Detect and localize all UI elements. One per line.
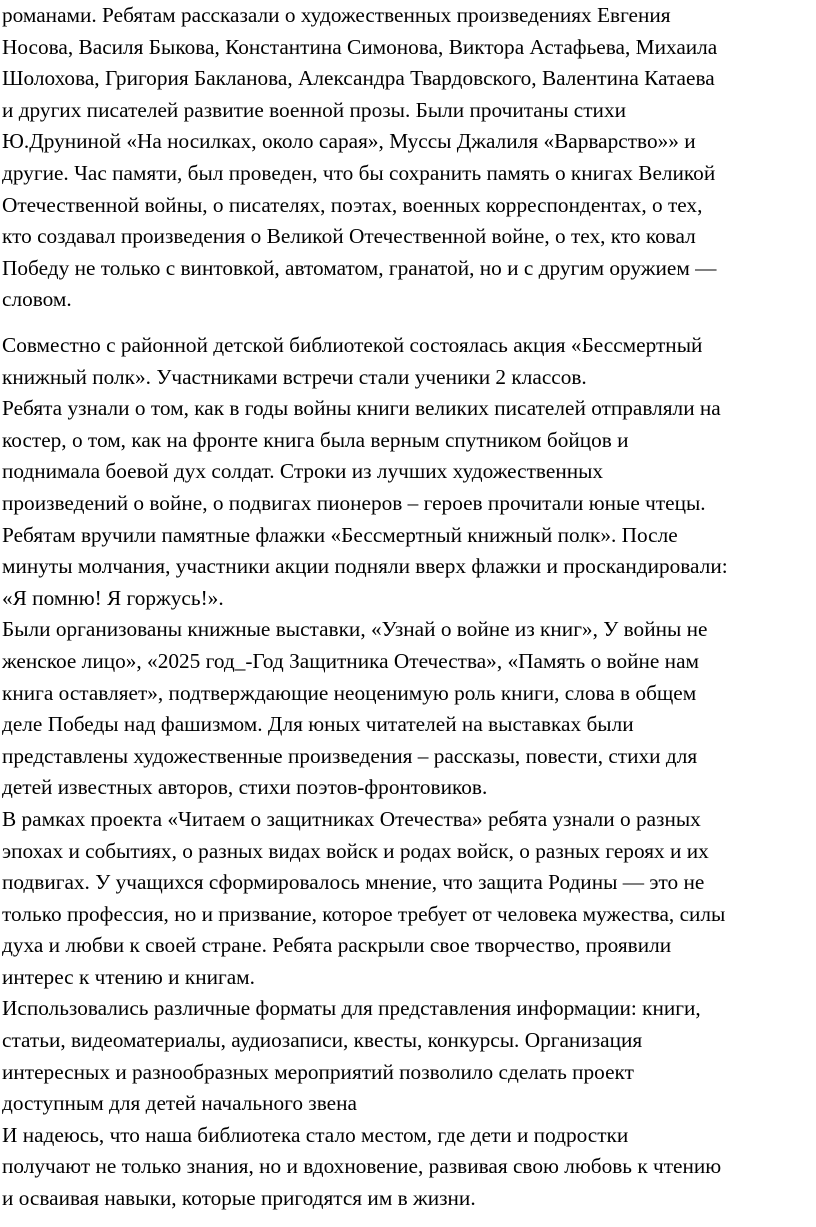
text-line: получают не только знания, но и вдохновение, развивая свою любовь к чтению [2,1154,722,1179]
text-line: книжный полк». Участниками встречи стали ученики 2 классов. [2,364,587,389]
text-line: В рамках проекта «Читаем о защитниках Отечества» ребята узнали о разных [2,806,701,831]
text-line: Использовались различные форматы для представления информации: книги, [2,996,701,1021]
text-line: духа и любви к своей стране. Ребята раскрыли свое творчество, проявили [2,933,672,958]
text-line: минуты молчания, участники акции подняли вверх флажки и проскандировали: [2,554,728,579]
text-line: кто создавал произведения о Великой Отечественной войне, о тех, кто ковал [2,224,696,249]
text-line: детей известных авторов, стихи поэтов-фронтовиков. [2,775,488,800]
text-line: И надеюсь, что наша библиотека стало местом, где дети и подростки [2,1122,629,1147]
text-line: доступным для детей начального звена [2,1091,357,1116]
text-line: произведений о войне, о подвигах пионеров – героев прочитали юные чтецы. [2,490,706,515]
text-line: Ребята узнали о том, как в годы войны книги великих писателей отправляли на [2,396,721,421]
text-line: деле Победы над фашизмом. Для юных читателей на выставках были [2,712,634,737]
text-line: женское лицо», «2025 год_-Год Защитника Отечества», «Память о войне нам [2,648,700,673]
text-line: «Я помню! Я горжусь!». [2,585,224,610]
text-line: только профессия, но и призвание, которое требует от человека мужества, силы [2,901,726,926]
text-line: интересных и разнообразных мероприятий позволило сделать проект [2,1059,634,1084]
text-line: костер, о том, как на фронте книга была верным спутником бойцов и [2,427,629,452]
text-line: другие. Час памяти, был проведен, что бы сохранить память о книгах Великой [2,160,716,185]
text-line: Ребятам вручили памятные флажки «Бессмертный книжный полк». После [2,522,678,547]
text-line: интерес к чтению и книгам. [2,964,255,989]
text-line: Отечественной войны, о писателях, поэтах, военных корреспондентах, о тех, [2,192,703,217]
text-line: подвигах. У учащихся сформировалось мнение, что защита Родины — это не [2,870,705,895]
text-line: романами. Ребятам рассказали о художественных произведениях Евгения [2,3,671,27]
text-line: Были организованы книжные выставки, «Узнай о войне из книг», У войны не [2,617,708,642]
text-line: и других писателей развитие военной прозы. Были прочитаны стихи [2,97,626,122]
text-line: словом. [2,287,72,312]
text-line: Совместно с районной детской библиотекой состоялась акция «Бессмертный [2,333,703,357]
text-line: статьи, видеоматериалы, аудиозаписи, квесты, конкурсы. Организация [2,1028,643,1053]
text-line: поднимала боевой дух солдат. Строки из лучших художественных [2,459,604,484]
text-line: Носова, Василя Быкова, Константина Симонова, Виктора Астафьева, Михаила [2,34,718,59]
text-line: книга оставляет», подтверждающие неоценимую роль книги, слова в общем [2,680,697,705]
text-line: Победу не только с винтовкой, автоматом, гранатой, но и с другим оружием — [2,255,717,280]
text-line: и осваивая навыки, которые пригодятся им в жизни. [2,1186,476,1211]
paragraph-library-events [0,330,816,1215]
text-line: Шолохова, Григория Бакланова, Александра Твардовского, Валентина Катаева [2,66,715,91]
text-line: эпохах и событиях, о разных видах войск и родах войск, о разных героях и их [2,838,709,863]
text-line: представлены художественные произведения – рассказы, повести, стихи для [2,743,698,768]
text-line: Ю.Друниной «На носилках, около сарая», Муссы Джалиля «Варварство»» и [2,129,696,154]
paragraph-novels [0,0,816,316]
